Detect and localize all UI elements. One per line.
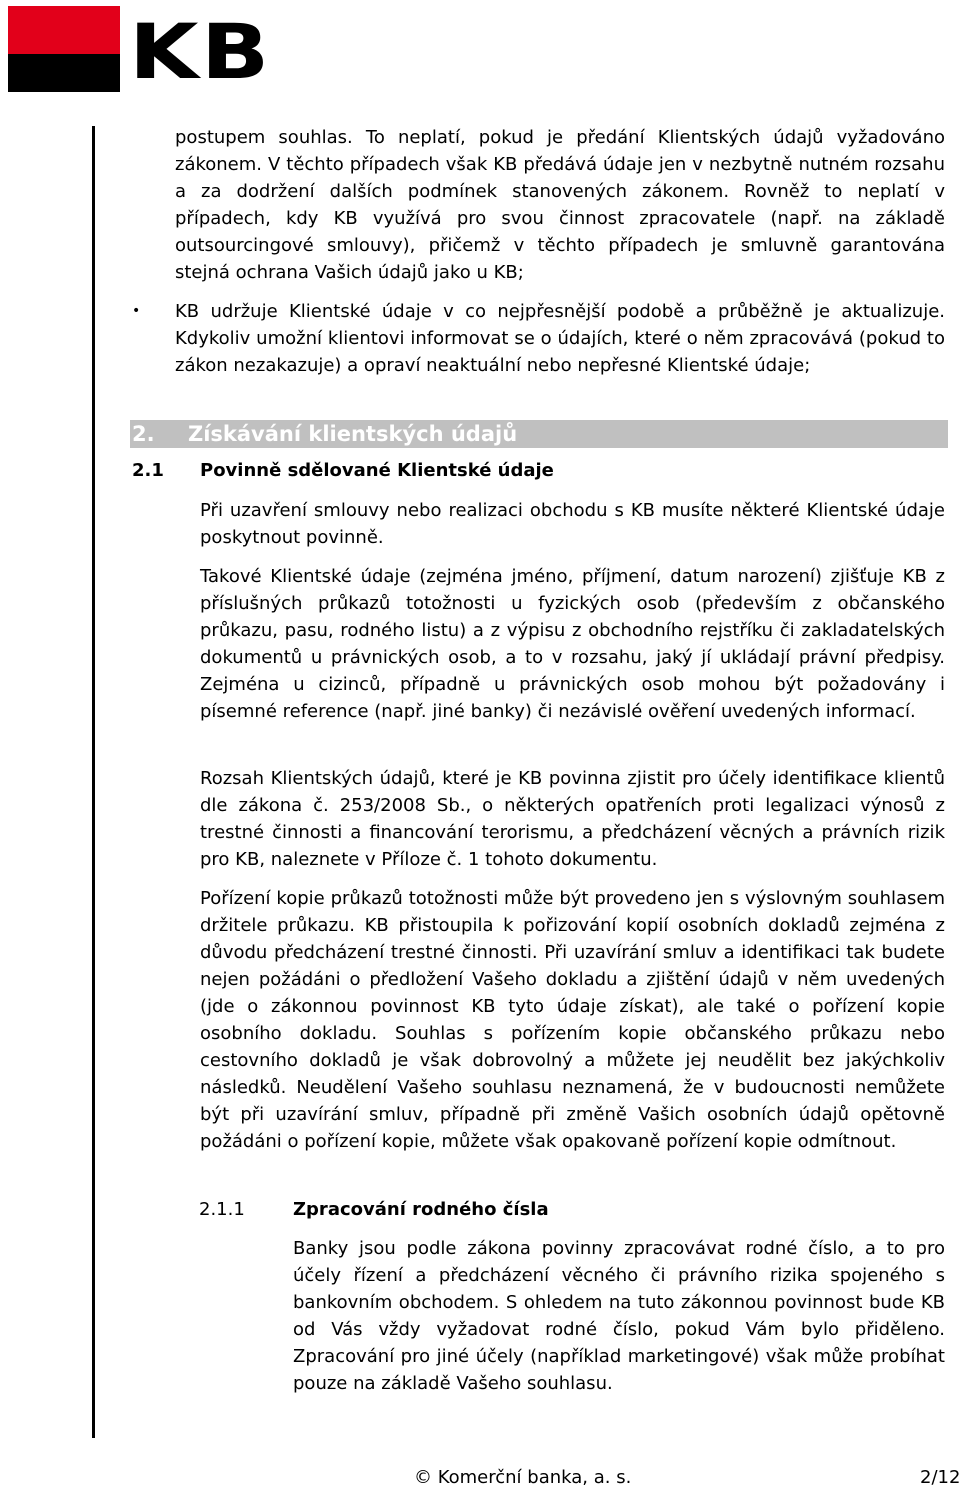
subsubsection-number: 2.1.1 — [199, 1199, 245, 1220]
paragraph: Rozsah Klientských údajů, které je KB povinna zjistit pro účely identifikace klientů dle zákona č. 253/2008 Sb., o některých opatřeních proti legalizaci výnosů z trestné činnosti a financování terorismu, a předcházení věcných a právních rizik pro KB, naleznete v Příloze č. 1 tohoto dokumentu. — [200, 768, 945, 870]
subsubsection-title: Zpracování rodného čísla — [293, 1199, 549, 1220]
bullet-item: KB udržuje Klientské údaje v co nejpřesnější podobě a průběžně je aktualizuje. Kdykoliv umožní klientovi informovat se o údajích, které o něm zpracovává (pokud to zákon nezakazuje) a opraví neaktuální nebo nepřesné Klientské údaje; — [175, 301, 945, 376]
subsection-number: 2.1 — [132, 460, 164, 481]
logo-black-block — [8, 54, 120, 92]
section-title: Získávání klientských údajů — [188, 422, 518, 446]
page-number: 2/12 — [920, 1467, 960, 1488]
paragraph: Takové Klientské údaje (zejména jméno, příjmení, datum narození) zjišťuje KB z příslušných průkazů totožnosti u fyzických osob (především z občanského průkazu, pasu, rodného listu) a z výpisu z obchodního rejstříku či zakladatelských dokumentů u právnických osob, a to v rozsahu, jaký jí ukládají právní předpisy. Zejména u cizinců, případně u právnických osob mohou být požadovány i písemné reference (např. jiné banky) či nezávislé ověření uvedených informací. — [200, 566, 945, 722]
paragraph: Při uzavření smlouvy nebo realizaci obchodu s KB musíte některé Klientské údaje poskytnout povinně. — [200, 500, 945, 548]
subsection-title: Povinně sdělované Klientské údaje — [200, 460, 554, 481]
footer-copyright: © Komerční banka, a. s. — [414, 1467, 632, 1488]
intro-paragraph: postupem souhlas. To neplatí, pokud je předání Klientských údajů vyžadováno zákonem. V těchto případech však KB předává údaje jen v nezbytně nutném rozsahu a za dodržení dalších podmínek stanovených zákonem. Rovněž to neplatí v případech, kdy KB využívá pro svou činnost zpracovatele (např. na základě outsourcingové smlouvy), přičemž v těchto případech je smluvně garantována stejná ochrana Vašich údajů jako u KB; — [175, 127, 945, 283]
paragraph: Pořízení kopie průkazů totožnosti může být provedeno jen s výslovným souhlasem držitele průkazu. KB přistoupila k pořizování kopií osobních dokladů zejména z důvodu předcházení trestné činnosti. Při uzavírání smluv a identifikaci tak budete nejen požádáni o předložení Vašeho dokladu a zjištění údajů v něm uvedených (jde o zákonnou povinnost KB tyto údaje získat), ale také o pořízení kopie osobního dokladu. Souhlas s pořízením kopie občanského průkazu nebo cestovního dokladů je však dobrovolný a můžete jej neudělit bez jakýchkoliv následků. Neudělení Vašeho souhlasu neznamená, že v budoucnosti nemůžete být při uzavírání smluv, případně při změně Vašich osobních údajů opětovně požádáni o pořízení kopie, můžete však opakovaně pořízení kopie odmítnout. — [200, 888, 945, 1152]
left-margin-rule — [92, 126, 95, 1438]
paragraph: Banky jsou podle zákona povinny zpracovávat rodné číslo, a to pro účely řízení a předcházení věcného či právního rizika spojeného s bankovním obchodem. S ohledem na tuto zákonnou povinnost bude KB od Vás vždy vyžadovat rodné číslo, pokud Vám bylo přiděleno. Zpracování pro jiné účely (například marketingové) však může probíhat pouze na základě Vašeho souhlasu. — [293, 1238, 945, 1394]
logo-red-block — [8, 6, 120, 54]
bullet-marker: • — [132, 303, 141, 319]
kb-logo — [8, 6, 272, 96]
logo-text: KB — [129, 7, 272, 96]
section-number: 2. — [132, 422, 155, 446]
